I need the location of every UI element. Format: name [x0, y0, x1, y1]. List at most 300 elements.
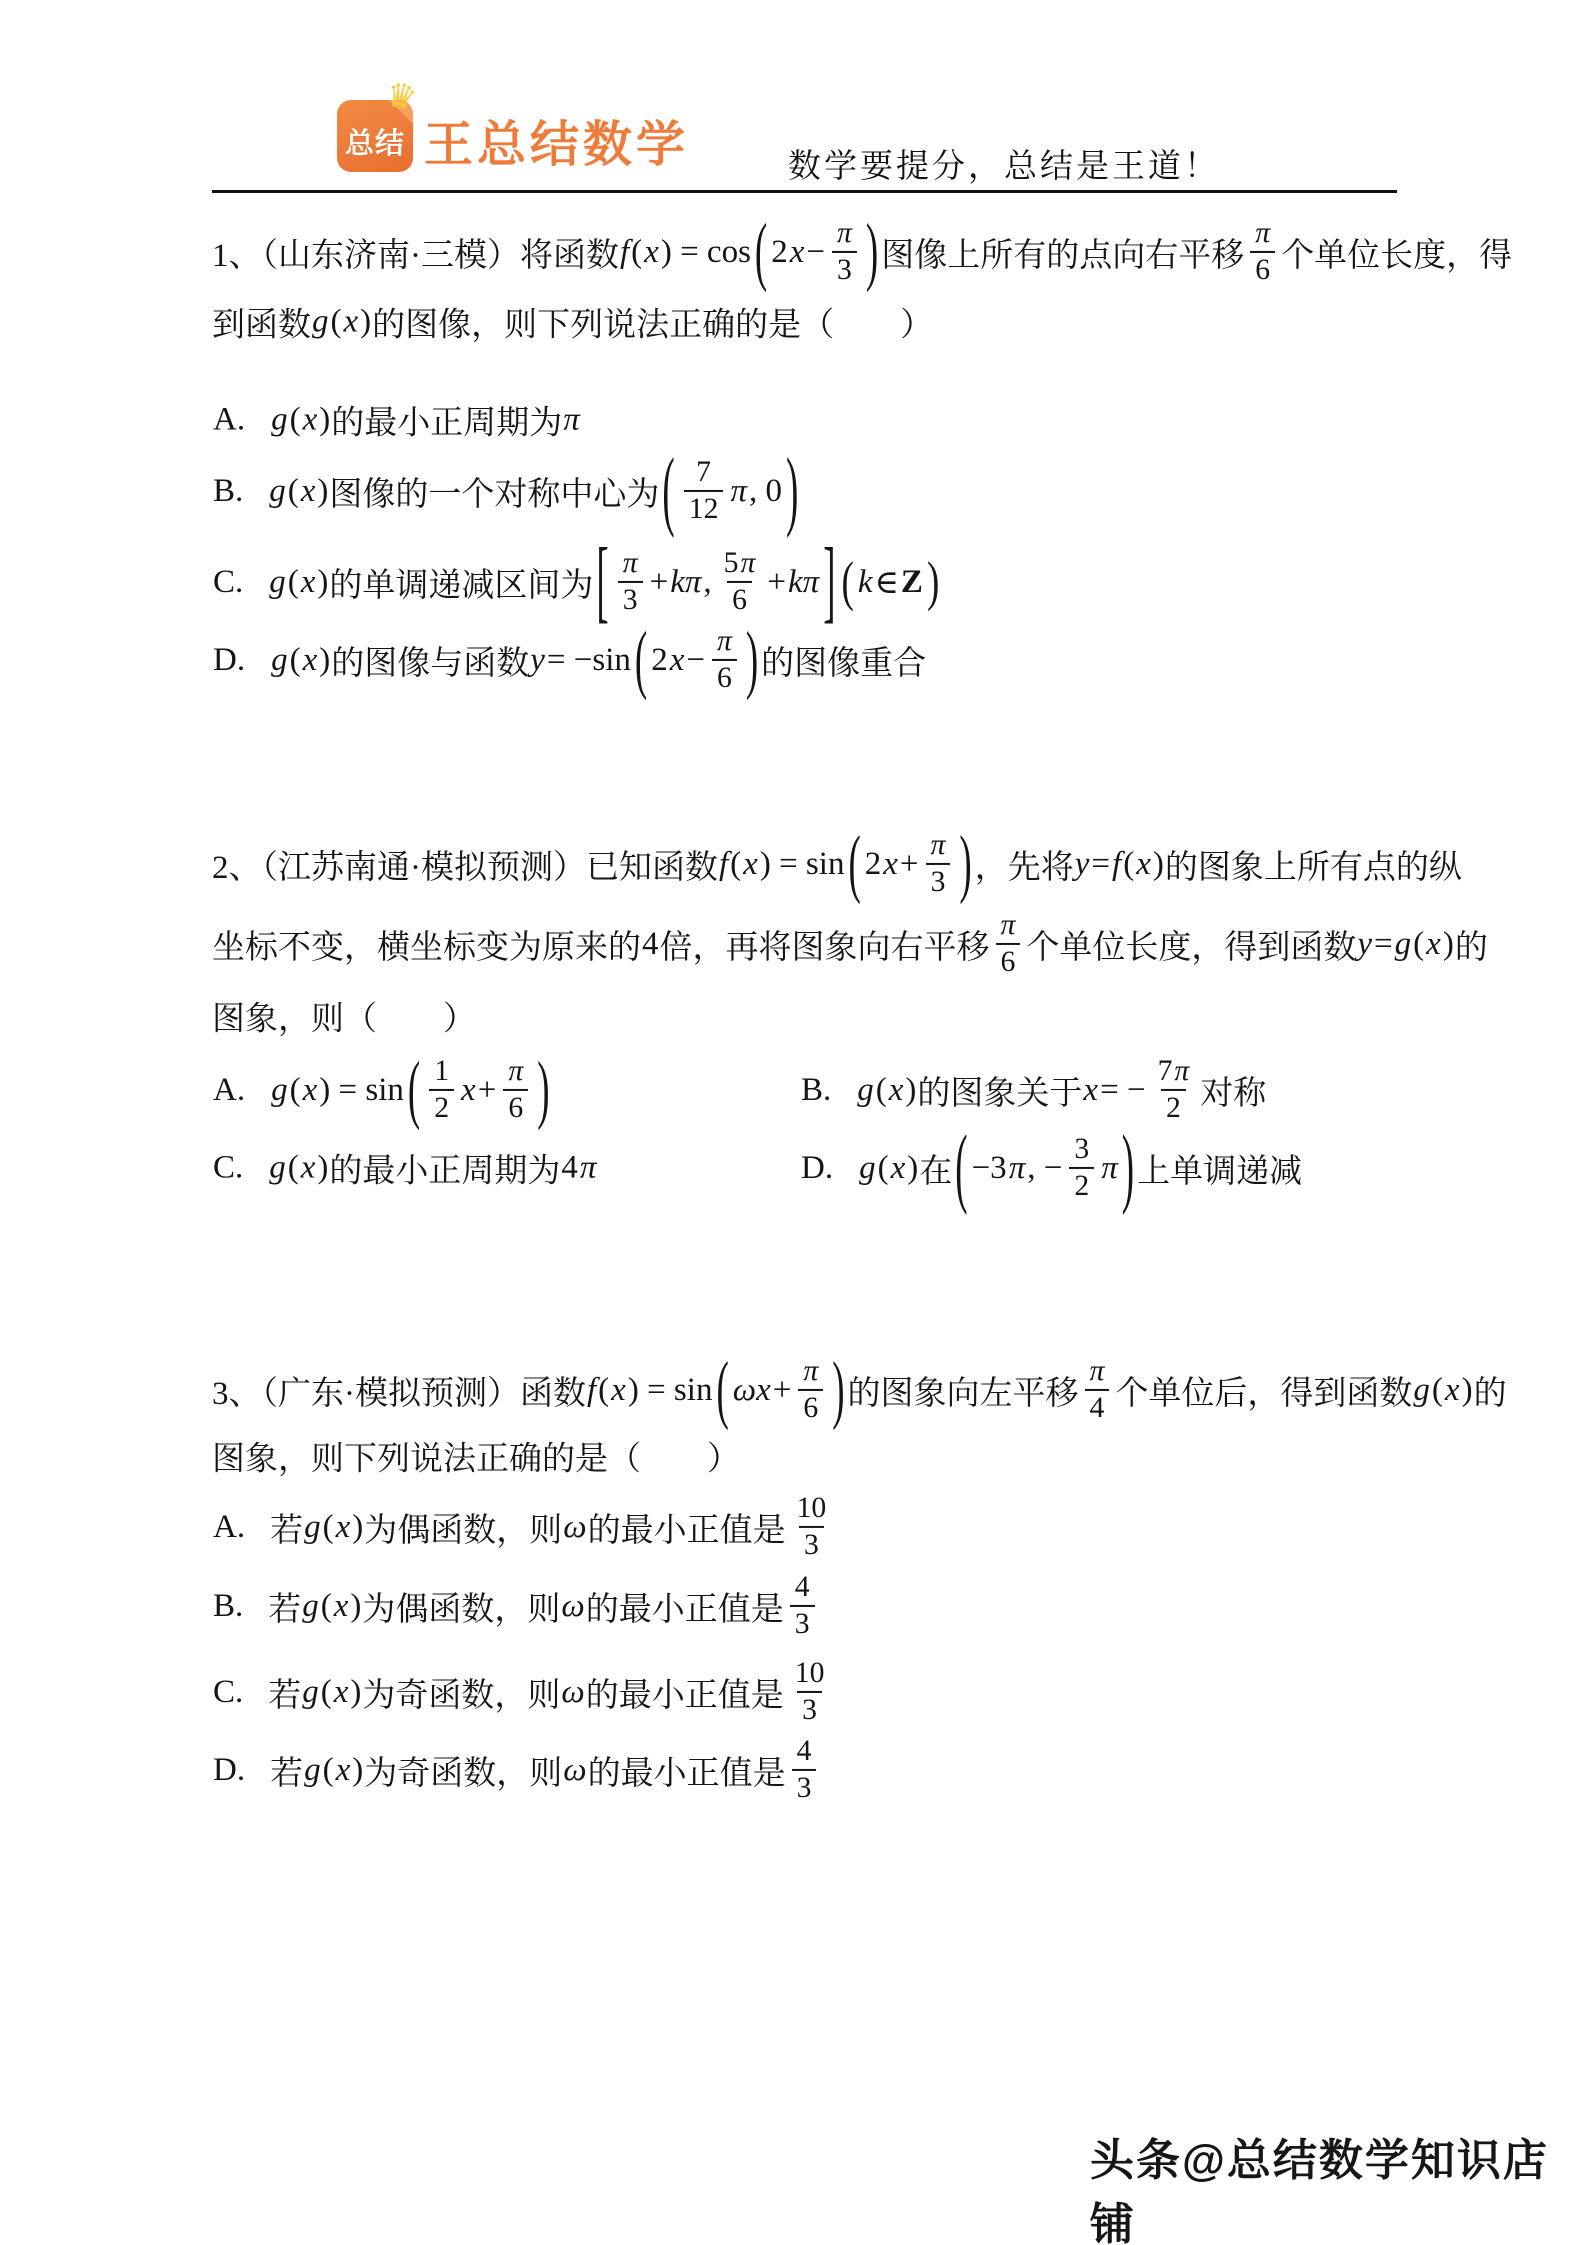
math-roman-run: )	[1461, 1371, 1473, 1408]
math-italic-run: π	[1089, 1354, 1105, 1387]
math-roman-run: (	[287, 1149, 299, 1186]
math-italic-run: x	[890, 1149, 906, 1186]
fraction	[712, 624, 737, 696]
watermark: 头条@总结数学知识店铺	[1090, 2136, 1549, 2245]
math-italic-run: g	[271, 641, 288, 678]
math-italic-run: ωx	[732, 1371, 771, 1408]
logo-badge-text: 总结	[344, 127, 405, 160]
numerator	[712, 624, 737, 659]
crown-icon: ♛	[381, 73, 421, 121]
math-bold-run: Z	[900, 563, 923, 600]
math-roman-run: ) = cos	[660, 233, 751, 270]
fraction	[684, 455, 724, 527]
math-roman-run: )	[317, 563, 329, 600]
math-italic-run: π	[1174, 1054, 1190, 1087]
text-run: 图象，则下列说法正确的是（ ）	[212, 1441, 740, 1478]
math-roman-run: 3	[802, 1694, 817, 1726]
stretch-delimiter: )	[537, 1045, 550, 1131]
option-label: C.	[213, 563, 244, 600]
math-italic-run: π	[508, 1054, 524, 1087]
numerator	[792, 1734, 817, 1769]
fraction	[618, 546, 643, 618]
math-roman-run: (	[322, 1508, 334, 1545]
stretch-delimiter: (	[716, 1345, 729, 1431]
math-italic-run: x	[888, 1071, 904, 1108]
denominator	[1085, 1389, 1110, 1426]
stretch-delimiter: )	[926, 549, 940, 612]
denominator	[832, 251, 857, 288]
text-run: 的最小正周期为	[329, 1153, 561, 1190]
numerator	[1069, 1132, 1094, 1167]
option-label: D.	[213, 1751, 246, 1788]
math-roman-run: +	[649, 563, 669, 600]
fraction	[996, 908, 1021, 980]
math-roman-run: 6	[732, 584, 747, 616]
stretch-delimiter: )	[785, 439, 799, 538]
math-italic-run: π	[803, 1354, 819, 1387]
denominator	[727, 581, 752, 618]
math-roman-run: )	[905, 1071, 917, 1108]
text-run: 对称	[1200, 1075, 1267, 1112]
math-roman-run: −	[806, 233, 826, 270]
stretch-delimiter: (	[754, 207, 768, 293]
math-roman-run: 4	[561, 1149, 578, 1186]
math-roman-run: (	[287, 472, 299, 509]
math-italic-run: π	[837, 216, 852, 249]
math-italic-run: x	[302, 401, 318, 438]
header-divider	[212, 190, 1397, 193]
math-italic-run: π	[579, 1149, 597, 1186]
fraction	[792, 1491, 832, 1563]
problem-1-option-b	[212, 439, 801, 538]
math-roman-run: =	[1374, 925, 1393, 962]
math-roman-run: (	[730, 845, 742, 882]
math-roman-run: (	[287, 563, 299, 600]
fraction	[926, 828, 951, 900]
math-roman-run: (	[631, 233, 643, 270]
option-label: B.	[213, 1587, 244, 1624]
denominator	[926, 863, 951, 900]
math-italic-run: kπ	[788, 563, 820, 600]
math-roman-run: 6	[508, 1092, 524, 1124]
math-italic-run: x	[333, 1587, 349, 1624]
math-italic-run: x	[1426, 925, 1441, 962]
math-italic-run: ω	[561, 1673, 585, 1710]
math-roman-run: 3	[1074, 1132, 1090, 1165]
math-italic-run: x	[335, 1751, 351, 1788]
math-roman-run: −	[686, 641, 705, 678]
math-italic-run: π	[1000, 908, 1016, 941]
math-roman-run: 6	[1000, 946, 1016, 978]
math-italic-run: x	[1083, 1071, 1099, 1108]
math-roman-run: 5	[723, 546, 739, 579]
math-italic-run: x	[302, 1071, 318, 1108]
fraction	[1085, 1354, 1110, 1426]
math-roman-run: )	[360, 303, 372, 340]
numerator	[832, 216, 857, 251]
math-italic-run: π	[930, 828, 946, 861]
text-run: 的	[1454, 929, 1488, 966]
problem-2-option-d	[800, 1116, 1303, 1215]
numerator	[719, 546, 761, 581]
problem-2-option-a	[212, 1045, 553, 1131]
problem-2-stem-line-1	[212, 819, 1462, 905]
math-roman-run: (	[330, 303, 342, 340]
math-roman-run: 4	[1089, 1392, 1105, 1424]
math-roman-run: 2	[1166, 1092, 1181, 1124]
math-roman-run: )	[1152, 845, 1164, 882]
math-roman-run: 3	[930, 866, 946, 898]
math-roman-run: 12	[688, 493, 719, 525]
text-run: 的图象上所有点的纵	[1164, 849, 1462, 886]
math-roman-run: 3	[794, 1608, 810, 1640]
text-run: ，先将	[974, 849, 1074, 886]
stretch-delimiter: )	[959, 819, 972, 905]
math-roman-run: (	[598, 1371, 610, 1408]
slogan: 数学要提分，总结是王道！	[788, 149, 1220, 185]
math-italic-run: x	[335, 1508, 351, 1545]
denominator	[503, 1089, 528, 1126]
numerator	[798, 1354, 823, 1389]
math-roman-run: 3	[796, 1772, 812, 1804]
math-roman-run: 4	[642, 925, 659, 962]
stretch-delimiter: (	[841, 549, 854, 612]
problem-3-stem-line-2	[212, 1433, 740, 1480]
math-italic-run: x	[883, 845, 898, 882]
math-roman-run: (	[320, 1587, 332, 1624]
stretch-delimiter: )	[865, 207, 879, 293]
math-roman-run: )	[317, 1149, 329, 1186]
text-run: 坐标不变，横坐标变为原来的	[212, 929, 641, 966]
text-run: 2、（江苏南通·模拟预测）已知函数	[212, 849, 718, 886]
stretch-delimiter: (	[634, 615, 648, 701]
text-run: 的最小正周期为	[331, 405, 563, 442]
fraction	[1069, 1132, 1094, 1204]
math-italic-run: x	[1444, 1371, 1460, 1408]
numerator	[429, 1054, 454, 1089]
math-italic-run: g	[859, 1149, 876, 1186]
math-italic-run: g	[312, 303, 329, 340]
text-run: 1、（山东济南·三模）将函数	[212, 237, 619, 274]
denominator	[792, 1769, 817, 1806]
option-label: C.	[213, 1149, 244, 1186]
text-run: 的最小正值是	[587, 1755, 786, 1792]
math-italic-run: π	[716, 624, 732, 657]
math-italic-run: x	[669, 641, 685, 678]
denominator	[996, 943, 1021, 980]
text-run: 的图像与函数	[331, 645, 530, 682]
math-italic-run: g	[271, 1071, 288, 1108]
math-italic-run: x	[789, 233, 805, 270]
numerator	[1250, 216, 1275, 251]
text-run: 图像上所有的点向右平移	[881, 237, 1245, 274]
fraction	[503, 1054, 528, 1126]
numerator	[926, 828, 951, 863]
math-roman-run: 3	[622, 584, 638, 616]
text-run: 若	[270, 1755, 304, 1792]
fraction	[832, 216, 857, 288]
text-run: 为偶函数，则	[364, 1512, 563, 1549]
math-roman-run: 7	[696, 455, 711, 488]
math-roman-run: (	[289, 401, 301, 438]
math-italic-run: π	[622, 546, 638, 579]
math-italic-run: x	[300, 1149, 316, 1186]
math-italic-run: g	[1394, 925, 1412, 962]
text-run: 的图象关于	[917, 1075, 1083, 1112]
math-italic-run: π	[563, 401, 580, 438]
math-roman-run: +	[477, 1071, 497, 1108]
problem-3-stem-line-1	[212, 1345, 1507, 1431]
denominator	[790, 1605, 815, 1642]
math-italic-run: x	[644, 233, 659, 270]
math-roman-run: 2	[651, 641, 668, 678]
text-run: 个单位后，得到函数	[1115, 1375, 1413, 1412]
stretch-delimiter: )	[832, 1345, 845, 1431]
math-italic-run: g	[302, 1587, 319, 1624]
math-italic-run: x	[743, 845, 758, 882]
option-label: D.	[213, 641, 246, 678]
text-run: 的最小正值是	[585, 1591, 784, 1628]
math-roman-run: (	[1413, 925, 1425, 962]
math-roman-run: 2	[434, 1092, 450, 1124]
math-roman-run: 3	[803, 1529, 819, 1561]
problem-2-option-b	[800, 1054, 1266, 1126]
math-italic-run: y	[1074, 845, 1090, 882]
text-run: 的	[1473, 1375, 1507, 1412]
math-roman-run: 1	[434, 1054, 450, 1087]
problem-1-option-c	[212, 528, 942, 631]
math-roman-run: 2	[864, 845, 882, 882]
math-roman-run: 10	[794, 1656, 825, 1689]
math-roman-run: , 0	[748, 472, 782, 509]
math-italic-run: x	[343, 303, 359, 340]
text-run: 3、（广东·模拟预测）函数	[212, 1375, 586, 1412]
fraction	[1250, 216, 1275, 288]
math-italic-run: x	[611, 1371, 626, 1408]
math-italic-run: f	[719, 845, 729, 882]
option-label: B.	[801, 1071, 832, 1108]
text-run: 个单位长度，得到函数	[1026, 929, 1357, 966]
math-roman-run: 2	[1074, 1170, 1090, 1202]
option-label: A.	[213, 1508, 246, 1545]
problem-2-option-c	[212, 1145, 597, 1192]
problem-1-option-a	[212, 397, 581, 444]
math-roman-run: 2	[771, 233, 788, 270]
text-run: 的图像重合	[761, 645, 927, 682]
denominator	[1250, 251, 1275, 288]
problem-3-option-d	[212, 1734, 822, 1806]
math-italic-run: ω	[563, 1508, 587, 1545]
math-italic-run: g	[857, 1071, 874, 1108]
denominator	[799, 1526, 824, 1563]
problem-2-stem-line-2	[212, 908, 1488, 980]
text-run: 若	[268, 1677, 302, 1714]
math-roman-run: 6	[803, 1392, 819, 1424]
text-run: 为偶函数，则	[362, 1591, 561, 1628]
math-italic-run: π	[1255, 216, 1271, 249]
math-roman-run: −3	[971, 1149, 1007, 1186]
math-roman-run: +	[767, 563, 787, 600]
text-run: 上单调递减	[1137, 1153, 1303, 1190]
math-italic-run: x	[1136, 845, 1151, 882]
math-roman-run: ,	[703, 563, 712, 600]
math-italic-run: π	[740, 546, 756, 579]
math-roman-run: )	[317, 472, 329, 509]
text-run: 图像的一个对称中心为	[329, 476, 660, 513]
denominator	[1069, 1167, 1094, 1204]
math-roman-run: 3	[837, 254, 852, 286]
math-italic-run: k	[857, 563, 873, 600]
text-run: 的最小正值是	[585, 1677, 784, 1714]
fraction	[790, 1656, 830, 1728]
option-label: D.	[801, 1149, 834, 1186]
math-roman-run: )	[319, 641, 331, 678]
math-roman-run: 4	[794, 1570, 810, 1603]
denominator	[798, 1389, 823, 1426]
text-run: 的最小正值是	[587, 1512, 786, 1549]
math-italic-run: g	[271, 401, 288, 438]
math-roman-run: = −	[1100, 1071, 1146, 1108]
text-run: 为奇函数，则	[362, 1677, 561, 1714]
math-roman-run: (	[1431, 1371, 1443, 1408]
math-italic-run: f	[1112, 845, 1122, 882]
numerator	[503, 1054, 528, 1089]
math-italic-run: x	[461, 1071, 476, 1108]
problem-1-option-d	[212, 615, 927, 701]
numerator	[1085, 1354, 1110, 1389]
text-run: 为奇函数，则	[364, 1755, 563, 1792]
fraction	[429, 1054, 454, 1126]
problem-1-stem-line-2	[212, 299, 933, 346]
math-italic-run: x	[300, 472, 316, 509]
math-italic-run: g	[302, 1673, 319, 1710]
math-roman-run: )	[907, 1149, 919, 1186]
stretch-delimiter: (	[848, 819, 861, 905]
numerator	[996, 908, 1021, 943]
brand-name: 王总结数学	[424, 118, 690, 172]
math-roman-run: 10	[796, 1491, 827, 1524]
math-roman-run: 6	[717, 662, 732, 694]
math-roman-run: )	[350, 1673, 362, 1710]
denominator	[618, 581, 643, 618]
math-roman-run: +	[772, 1371, 792, 1408]
math-roman-run: )	[1442, 925, 1454, 962]
math-roman-run: =	[1091, 845, 1111, 882]
math-italic-run: g	[1413, 1371, 1430, 1408]
math-roman-run: )	[319, 401, 331, 438]
fraction	[792, 1734, 817, 1806]
fraction	[1153, 1054, 1195, 1126]
math-roman-run: (	[1123, 845, 1135, 882]
math-roman-run: 7	[1157, 1054, 1173, 1087]
math-italic-run: g	[269, 1149, 286, 1186]
text-run: 的单调递减区间为	[329, 567, 594, 604]
math-roman-run: (	[322, 1751, 334, 1788]
math-roman-run: )	[352, 1508, 364, 1545]
text-run: 到函数	[212, 307, 311, 344]
problem-3-option-c	[212, 1656, 835, 1728]
math-italic-run: g	[269, 472, 286, 509]
text-run: 个单位长度，得	[1281, 237, 1513, 274]
math-roman-run: ) = sin	[759, 845, 845, 882]
denominator	[684, 490, 724, 527]
denominator	[797, 1691, 822, 1728]
math-italic-run: π	[730, 472, 747, 509]
math-italic-run: f	[587, 1371, 597, 1408]
denominator	[429, 1089, 454, 1126]
math-italic-run: g	[304, 1508, 321, 1545]
stretch-delimiter: (	[662, 439, 675, 538]
option-label: A.	[213, 1071, 246, 1108]
numerator	[790, 1570, 815, 1605]
math-roman-run: ) = sin	[319, 1071, 404, 1108]
math-italic-run: ω	[561, 1587, 585, 1624]
problem-3-option-b	[212, 1570, 821, 1642]
math-italic-run: kπ	[670, 563, 702, 600]
denominator	[1161, 1089, 1186, 1126]
math-roman-run: ∈	[874, 565, 899, 601]
option-label: C.	[213, 1673, 244, 1710]
math-italic-run: g	[304, 1751, 321, 1788]
problem-2-stem-line-3	[212, 993, 476, 1040]
math-italic-run: y	[1357, 925, 1373, 962]
text-run: 的图象向左平移	[847, 1375, 1079, 1412]
math-italic-run: x	[302, 641, 318, 678]
text-run: 若	[268, 1591, 302, 1628]
math-roman-run: , −	[1027, 1149, 1063, 1186]
problem-3-option-a	[212, 1491, 837, 1563]
math-roman-run: (	[320, 1673, 332, 1710]
stretch-delimiter: (	[407, 1045, 421, 1131]
math-italic-run: π	[1008, 1149, 1026, 1186]
numerator	[790, 1656, 830, 1691]
math-roman-run: (	[877, 1149, 889, 1186]
fraction	[719, 546, 761, 618]
math-italic-run: x	[300, 563, 316, 600]
math-roman-run: 4	[796, 1734, 812, 1767]
text-run: 在	[919, 1153, 953, 1190]
fraction	[798, 1354, 823, 1426]
math-italic-run: π	[1101, 1149, 1118, 1186]
denominator	[712, 659, 737, 696]
problem-1-stem-line-1	[212, 207, 1513, 293]
option-label: A.	[213, 401, 246, 438]
stretch-delimiter: ]	[823, 528, 836, 631]
math-roman-run: (	[289, 1071, 301, 1108]
math-roman-run: +	[899, 845, 919, 882]
math-roman-run: ) = sin	[627, 1371, 713, 1408]
option-label: B.	[213, 472, 244, 509]
numerator	[618, 546, 643, 581]
numerator	[1153, 1054, 1195, 1089]
text-run: 的图像，则下列说法正确的是（ ）	[372, 307, 934, 344]
math-italic-run: f	[620, 233, 630, 270]
numerator	[691, 455, 716, 490]
math-italic-run: g	[269, 563, 286, 600]
math-roman-run: (	[875, 1071, 887, 1108]
stretch-delimiter: (	[955, 1116, 968, 1215]
math-roman-run: )	[352, 1751, 364, 1788]
stretch-delimiter: )	[1121, 1116, 1135, 1215]
math-italic-run: ω	[563, 1751, 587, 1788]
math-roman-run: (	[289, 641, 301, 678]
stretch-delimiter: )	[745, 615, 759, 701]
numerator	[792, 1491, 832, 1526]
text-run: 若	[270, 1512, 304, 1549]
text-run: 倍，再将图象向右平移	[659, 929, 990, 966]
math-italic-run: y	[530, 641, 545, 678]
math-roman-run: 6	[1255, 254, 1271, 286]
